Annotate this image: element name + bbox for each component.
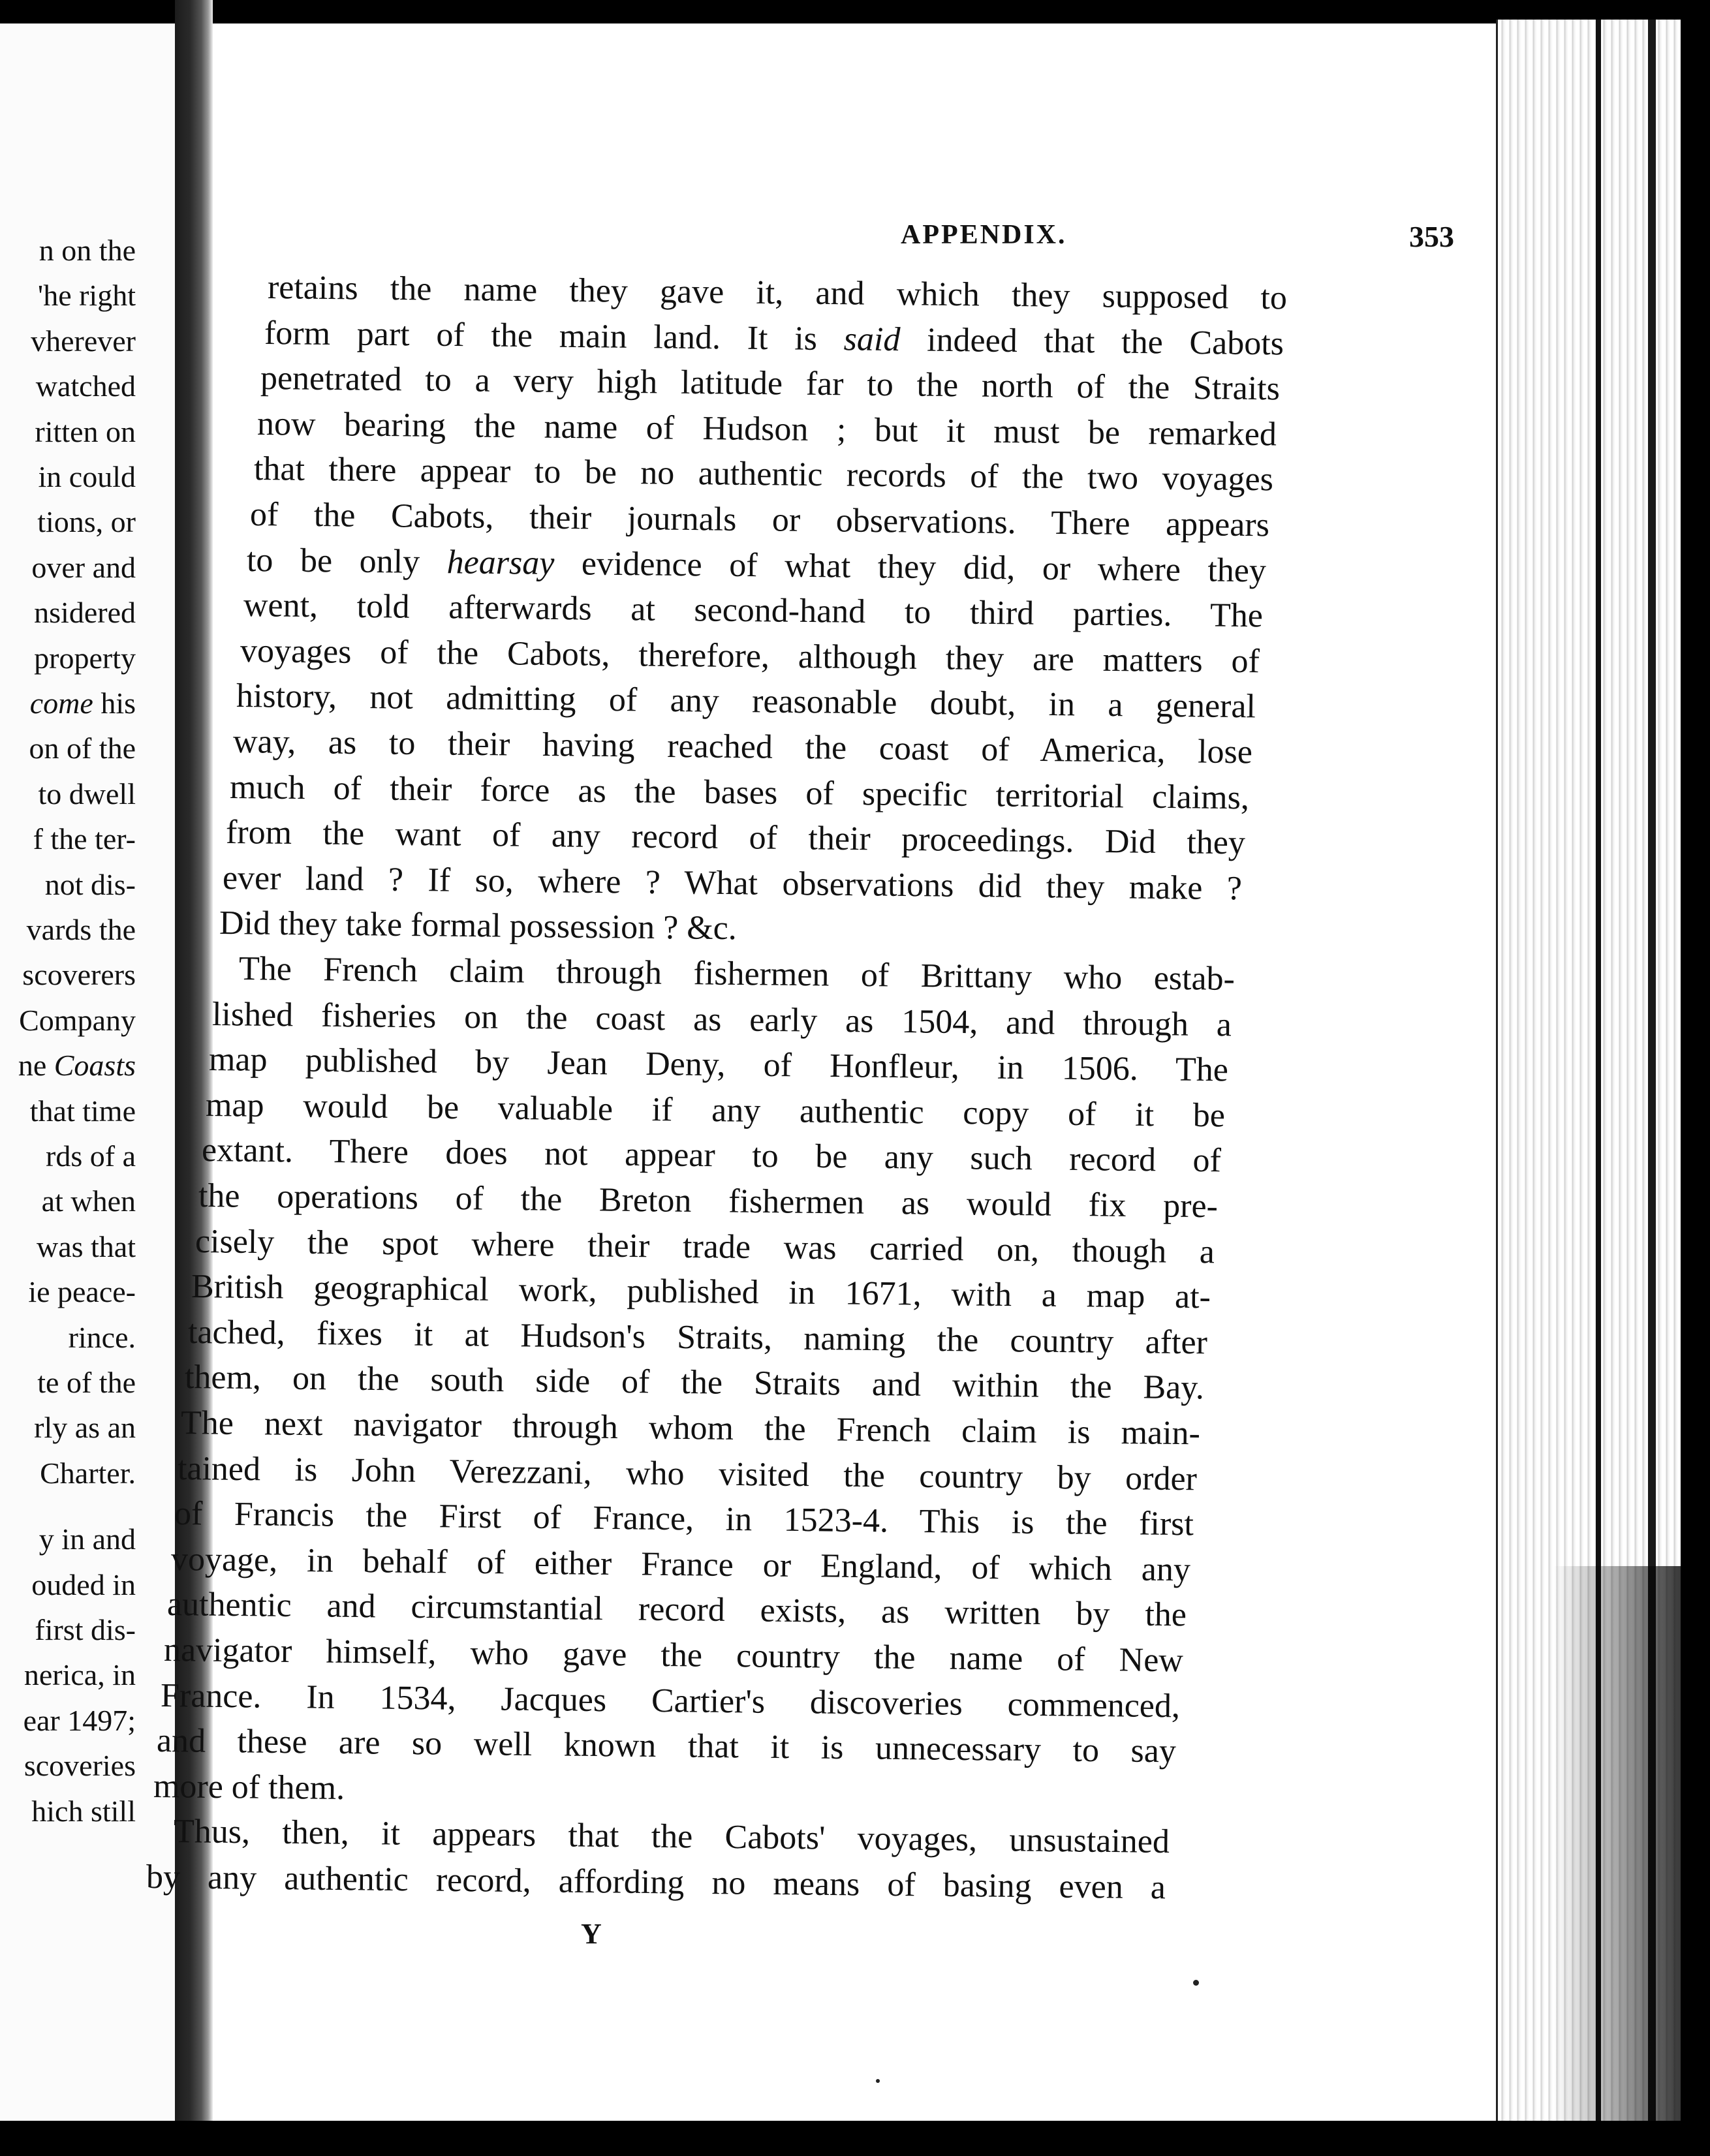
- body-text-line: penetrated to a very high latitude far to the north of the Straits: [260, 360, 1281, 408]
- body-text-line: by any authentic record, affording no means of basing even a: [146, 1858, 1166, 1907]
- facing-page-text-line: n on the: [39, 234, 136, 267]
- body-text-line: map published by Jean Deny, of Honfleur, in 1506. The: [208, 1041, 1229, 1089]
- facing-page-text-line: hich still: [31, 1794, 136, 1828]
- body-text-line: voyages of the Cabots, therefore, although they are matters of: [240, 632, 1260, 681]
- body-text-line: and these are so well known that it is unnecessary to say: [156, 1722, 1177, 1770]
- facing-page-text-line: scoveries: [23, 1749, 136, 1782]
- body-text-line: the operations of the Breton fishermen as would fix pre-: [198, 1177, 1219, 1225]
- facing-page-text-line: ouded in: [31, 1568, 136, 1601]
- body-text-line: Did they take formal possession ? &c.: [219, 904, 738, 947]
- facing-page-text-line: not dis-: [44, 868, 136, 901]
- body-text-line: extant. There does not appear to be any such record of: [201, 1132, 1222, 1180]
- facing-page-text-line: y in and: [39, 1522, 136, 1556]
- scan-border-bottom: [0, 2121, 1710, 2156]
- facing-page-text-line: Charter.: [40, 1456, 136, 1490]
- ink-speck: [1193, 1980, 1199, 1986]
- facing-page-text-line: in could: [38, 460, 136, 493]
- facing-page-text-line: property: [34, 641, 136, 675]
- facing-page-text-line: nsidered: [34, 596, 136, 629]
- body-text-line: to be only hearsay evidence of what they did, or where they: [246, 542, 1267, 590]
- body-text-line: way, as to their having reached the coast of America, lose: [232, 723, 1253, 771]
- facing-page-text-line: rly as an: [34, 1411, 136, 1444]
- facing-page-text-line: scoverers: [22, 958, 136, 991]
- body-text-line: map would be valuable if any authentic copy of it be: [205, 1086, 1226, 1135]
- scan-border-right: [1681, 0, 1710, 2156]
- body-text-line: that there appear to be no authentic records of the two voyages: [253, 450, 1274, 499]
- ink-speck: [876, 2079, 880, 2083]
- signature-mark: Y: [581, 1918, 602, 1950]
- facing-page-fragment: [0, 23, 175, 2121]
- facing-page-text-line: ritten on: [35, 415, 136, 448]
- running-head: APPENDIX.: [901, 220, 1067, 250]
- body-text-line: form part of the main land. It is said indeed that the Cabots: [264, 315, 1284, 363]
- body-text-line: tached, fixes it at Hudson's Straits, naming the country after: [187, 1314, 1208, 1362]
- body-text-line: tained is John Verezzani, who visited the country by order: [177, 1450, 1198, 1498]
- facing-page-text-line: over and: [31, 551, 136, 584]
- body-text-line: lished fisheries on the coast as early as 1504, and through a: [211, 996, 1232, 1044]
- body-text-line: from the want of any record of their proceedings. Did they: [225, 814, 1246, 862]
- body-text-line: ever land ? If so, where ? What observations did they make ?: [222, 859, 1243, 908]
- body-text-line: history, not admitting of any reasonable doubt, in a general: [236, 677, 1256, 726]
- facing-page-text-line: on of the: [29, 732, 136, 765]
- body-text-line: of Francis the First of France, in 1523-4. This is the first: [174, 1495, 1194, 1543]
- body-text-line: France. In 1534, Jacques Cartier's discoveries commenced,: [160, 1677, 1181, 1725]
- body-text-line: now bearing the name of Hudson ; but it must be remarked: [256, 405, 1277, 454]
- facing-page-text-line: te of the: [37, 1366, 136, 1399]
- facing-page-text-line: ie peace-: [28, 1275, 136, 1308]
- body-text-line: authentic and circumstantial record exists, as written by the: [166, 1586, 1187, 1634]
- body-text-line: them, on the south side of the Straits and within the Bay.: [184, 1359, 1205, 1407]
- page-edge-shadow: [1553, 1566, 1684, 2127]
- body-text-line: cisely the spot where their trade was carried on, though a: [194, 1223, 1215, 1271]
- facing-page-text-line: nerica, in: [23, 1658, 136, 1691]
- scan-border-top: [0, 0, 1710, 23]
- body-text-line: of the Cabots, their journals or observations. There appears: [249, 496, 1270, 544]
- facing-page-text-line: watched: [35, 369, 136, 403]
- facing-page-text-line: to dwell: [38, 777, 136, 810]
- facing-page-text-line: tions, or: [37, 505, 136, 538]
- body-text-line: much of their force as the bases of specific territorial claims,: [229, 769, 1250, 817]
- facing-page-text-line: was that: [36, 1230, 136, 1263]
- book-page: [146, 23, 1496, 2121]
- facing-page-text-line: rince.: [68, 1321, 136, 1354]
- body-text-line: The French claim through fishermen of Brittany who estab-: [238, 950, 1236, 998]
- body-text-line: British geographical work, published in 1671, with a map at-: [191, 1268, 1211, 1316]
- facing-page-text-line: Company: [19, 1004, 136, 1037]
- body-text-line: The next navigator through whom the French claim is main-: [180, 1404, 1201, 1453]
- facing-page-text-line: rds of a: [46, 1139, 136, 1173]
- page-number: 353: [1409, 220, 1454, 253]
- facing-page-text-line: vards the: [26, 913, 136, 946]
- body-text-line: retains the name they gave it, and which they supposed to: [267, 269, 1288, 317]
- body-text-line: went, told afterwards at second-hand to third parties. The: [243, 587, 1264, 635]
- facing-page-text-line: vherever: [31, 324, 136, 358]
- body-text-line: navigator himself, who gave the country the name of New: [163, 1631, 1184, 1680]
- facing-page-text-line: ne Coasts: [18, 1049, 136, 1082]
- facing-page-text-line: 'he right: [37, 279, 136, 312]
- facing-page-text-line: that time: [29, 1094, 136, 1128]
- facing-page-text-line: ear 1497;: [23, 1704, 136, 1737]
- body-text-line: more of them.: [153, 1768, 345, 1808]
- facing-page-text-line: f the ter-: [33, 822, 136, 855]
- body-text-line: voyage, in behalf of either France or England, of which any: [170, 1541, 1191, 1589]
- body-text-line: Thus, then, it appears that the Cabots' voyages, unsustained: [173, 1813, 1170, 1860]
- facing-page-text-line: at when: [41, 1184, 136, 1218]
- facing-page-text-line: come his: [29, 686, 136, 720]
- facing-page-text-line: first dis-: [35, 1613, 136, 1646]
